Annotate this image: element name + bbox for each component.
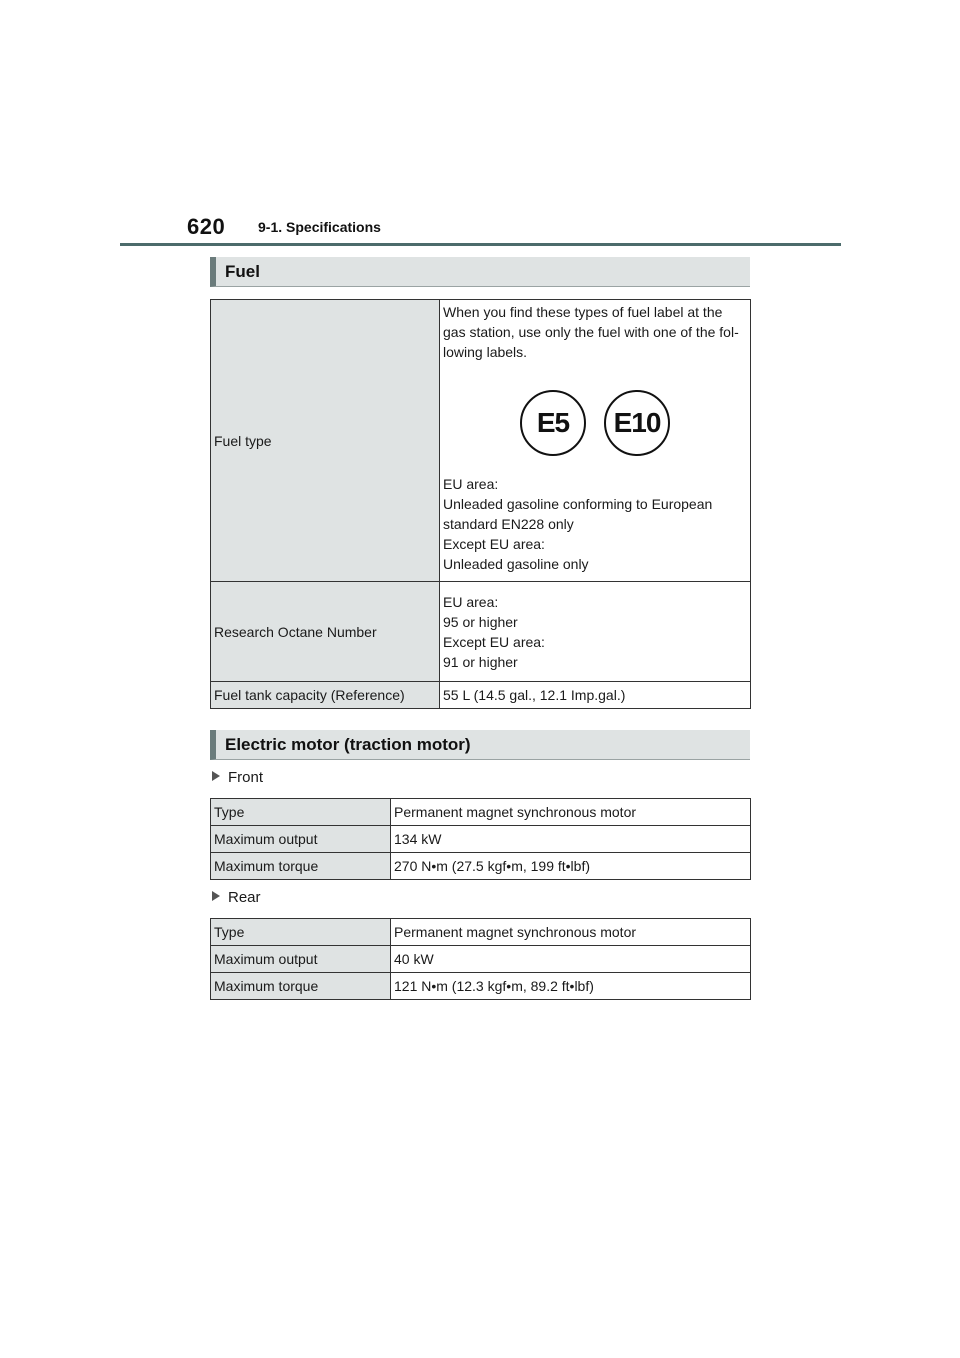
- table-row: [211, 853, 751, 880]
- fuel-heading-text: Fuel: [225, 262, 260, 281]
- table-row: [211, 973, 751, 1000]
- page-number: 620: [187, 214, 226, 239]
- octane-row: [211, 582, 751, 682]
- rear-motor-table: [210, 918, 751, 1000]
- rear-torque-label: Maximum torque: [211, 973, 391, 1000]
- front-subheading: [212, 769, 263, 786]
- section-title: 9-1. Specifications: [258, 219, 381, 235]
- front-type-value: Permanent magnet synchronous motor: [391, 799, 751, 826]
- tank-label: Fuel tank capacity (Reference): [211, 682, 440, 709]
- rear-output-value: 40 kW: [391, 946, 751, 973]
- table-row: [211, 946, 751, 973]
- motor-heading: [210, 730, 750, 760]
- fuel-table: [210, 299, 751, 709]
- e5-fuel-label-icon: E5: [520, 390, 586, 456]
- front-motor-table: [210, 798, 751, 880]
- octane-line: 95 or higher: [443, 613, 518, 630]
- table-row: [211, 826, 751, 853]
- rear-output-label: Maximum output: [211, 946, 391, 973]
- rear-type-value: Permanent magnet synchronous motor: [391, 919, 751, 946]
- rear-title: Rear: [228, 889, 261, 906]
- fuel-heading: [210, 257, 750, 287]
- front-torque-value: 270 N•m (27.5 kgf•m, 199 ft•lbf): [391, 853, 751, 880]
- table-row: [211, 799, 751, 826]
- tank-value: 55 L (14.5 gal., 12.1 Imp.gal.): [440, 682, 751, 709]
- octane-value: [440, 582, 751, 682]
- table-row: [211, 919, 751, 946]
- front-title: Front: [228, 769, 264, 786]
- octane-line: Except EU area:: [443, 633, 545, 650]
- fuel-type-label: Fuel type: [211, 300, 440, 582]
- e10-fuel-label-icon: E10: [604, 390, 670, 456]
- fuel-type-line: EU area:: [443, 476, 499, 492]
- motor-heading-text: Electric motor (traction motor): [225, 735, 471, 754]
- front-output-value: 134 kW: [391, 826, 751, 853]
- fuel-type-row: [211, 300, 751, 582]
- triangle-bullet-icon: [212, 891, 220, 901]
- front-torque-label: Maximum torque: [211, 853, 391, 880]
- tank-row: [211, 682, 751, 709]
- rear-torque-value: 121 N•m (12.3 kgf•m, 89.2 ft•lbf): [391, 973, 751, 1000]
- fuel-type-line: Except EU area:: [443, 536, 545, 552]
- fuel-type-intro: When you find these types of fuel label at the gas station, use only the fuel with one of the fol-lowing labels.: [443, 304, 739, 360]
- header-divider: [120, 243, 841, 246]
- fuel-label-badges: [443, 390, 747, 456]
- triangle-bullet-icon: [212, 771, 220, 781]
- octane-label: Research Octane Number: [211, 582, 440, 682]
- rear-subheading: [212, 889, 261, 906]
- fuel-type-line: Unleaded gasoline only: [443, 556, 589, 572]
- octane-line: 91 or higher: [443, 653, 518, 670]
- fuel-type-value: [440, 300, 751, 582]
- fuel-type-line: Unleaded gasoline conforming to European standard EN228 only: [443, 496, 713, 532]
- rear-type-label: Type: [211, 919, 391, 946]
- front-output-label: Maximum output: [211, 826, 391, 853]
- octane-line: EU area:: [443, 593, 499, 610]
- front-type-label: Type: [211, 799, 391, 826]
